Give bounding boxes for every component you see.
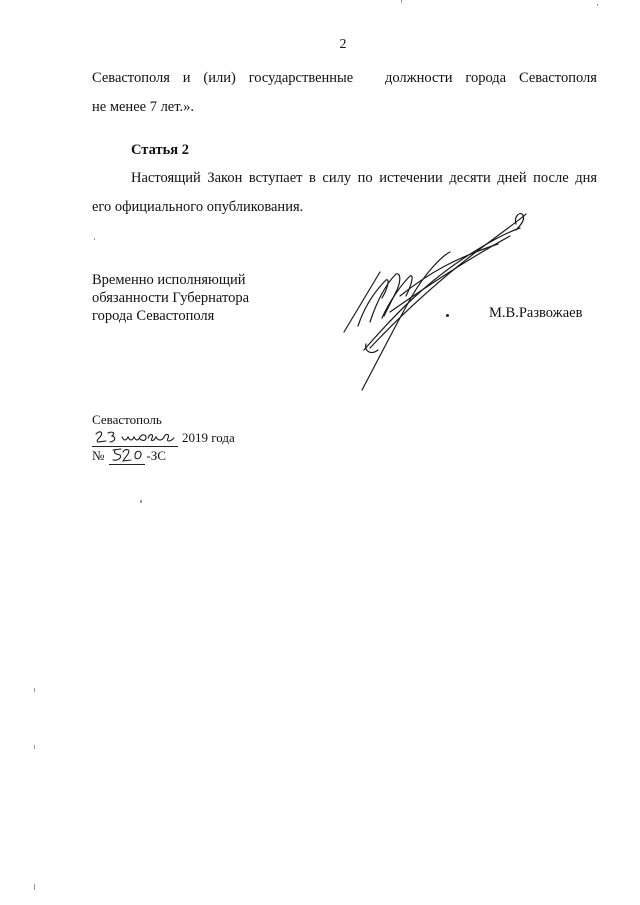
word: Севастополя xyxy=(92,70,170,86)
word: Севастополя xyxy=(518,70,597,86)
word: города xyxy=(465,70,507,86)
page-number: 2 xyxy=(339,37,347,52)
signer-title-line: обязанности Губернатора xyxy=(92,290,250,306)
footer-date-row xyxy=(92,429,235,447)
scan-speck xyxy=(34,688,35,692)
number-suffix: -ЗС xyxy=(146,448,166,463)
handwritten-date xyxy=(92,430,178,447)
document-footer xyxy=(92,411,235,465)
word: государственные xyxy=(248,70,354,86)
footer-city: Севастополь xyxy=(92,412,162,427)
word: и xyxy=(182,70,191,86)
signer-name: М.В.Развожаев xyxy=(489,305,583,321)
scan-speck xyxy=(94,238,95,240)
scan-speck xyxy=(140,500,142,503)
scan-speck xyxy=(597,4,598,6)
paragraph-line xyxy=(92,64,597,93)
paragraph-line: не менее 7 лет.». xyxy=(92,99,194,115)
scan-speck xyxy=(34,745,35,749)
paragraph-line: Настоящий Закон вступает в силу по истечении десяти дней после дня xyxy=(131,170,597,186)
signer-title xyxy=(92,271,249,325)
number-sign: № xyxy=(92,448,105,463)
paragraph-line: его официального опубликования. xyxy=(92,199,304,215)
handwritten-number xyxy=(109,448,145,465)
mark-dot xyxy=(446,314,449,317)
handwritten-number-icon xyxy=(109,446,145,464)
scan-speck xyxy=(34,884,35,890)
footer-year: 2019 года xyxy=(182,430,235,445)
scan-speck xyxy=(401,0,402,3)
footer-number-row xyxy=(92,447,235,465)
article-heading: Статья 2 xyxy=(131,142,189,158)
word: должности xyxy=(384,70,453,86)
word: (или) xyxy=(203,70,236,86)
paragraph-continuation xyxy=(92,64,597,122)
signer-title-line: города Севастополя xyxy=(92,308,215,324)
handwritten-date-icon xyxy=(92,428,178,446)
signer-title-line: Временно исполняющий xyxy=(92,272,246,288)
